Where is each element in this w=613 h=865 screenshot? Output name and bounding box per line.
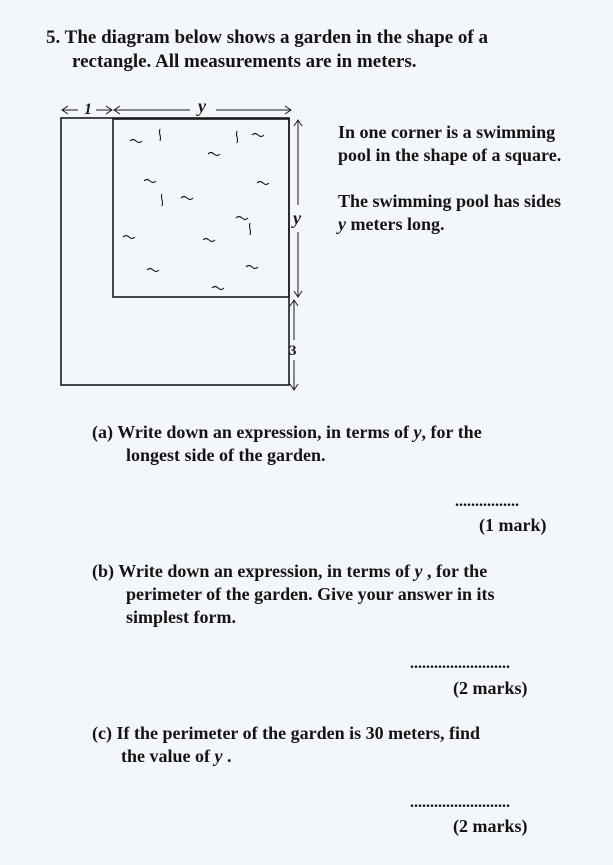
part-b-line1 bbox=[92, 560, 487, 583]
water-mark bbox=[160, 129, 161, 141]
water-mark bbox=[250, 223, 251, 235]
part-c-line1 bbox=[92, 722, 480, 745]
water-mark bbox=[212, 287, 224, 290]
part-a-line1-pre: Write down an expression, in terms of bbox=[117, 422, 414, 442]
water-mark bbox=[208, 153, 220, 156]
description-line2: pool in the shape of a square. bbox=[338, 145, 562, 165]
water-mark bbox=[144, 180, 156, 183]
part-b-answer-line[interactable]: ......................... bbox=[410, 655, 510, 672]
part-c-label: (c) bbox=[92, 723, 112, 743]
part-a-label: (a) bbox=[92, 422, 113, 442]
pool-square bbox=[113, 119, 289, 297]
part-b-line1-post: , for the bbox=[422, 561, 488, 581]
description-line3: The swimming pool has sides bbox=[338, 191, 562, 211]
part-a-marks: (1 mark) bbox=[479, 515, 547, 535]
water-marks bbox=[123, 129, 269, 290]
label-height-3: 3 bbox=[289, 343, 297, 359]
part-c-line1-text: If the perimeter of the garden is 30 meters, find bbox=[116, 723, 481, 743]
water-mark bbox=[123, 236, 135, 239]
question-number: 5. bbox=[46, 27, 61, 48]
part-b-line2: perimeter of the garden. Give your answer in its bbox=[126, 584, 495, 604]
part-c-marks: (2 marks) bbox=[453, 816, 528, 836]
description-line1: In one corner is a swimming bbox=[338, 122, 556, 142]
part-c-line2-post: . bbox=[222, 746, 232, 766]
part-a-answer-line[interactable]: ................ bbox=[455, 493, 519, 510]
water-mark bbox=[181, 197, 193, 200]
part-c-line2-pre: the value of bbox=[121, 746, 215, 766]
label-height-y: y bbox=[293, 208, 301, 228]
water-mark bbox=[257, 182, 269, 185]
water-mark bbox=[236, 217, 248, 220]
part-b-line3: simplest form. bbox=[126, 607, 236, 627]
water-mark bbox=[203, 239, 215, 242]
question-intro-line2: rectangle. All measurements are in meters. bbox=[72, 51, 417, 72]
part-b-var-y: y bbox=[414, 561, 423, 581]
water-mark bbox=[147, 269, 159, 272]
label-width-y: y bbox=[198, 96, 206, 116]
description-var-y: y bbox=[338, 214, 346, 234]
part-b-marks: (2 marks) bbox=[453, 678, 528, 698]
water-mark bbox=[162, 194, 163, 206]
part-a-line1-post: , for the bbox=[421, 422, 482, 442]
description-line4-rest: meters long. bbox=[346, 214, 445, 234]
question-intro-line1: The diagram below shows a garden in the shape of a bbox=[64, 27, 488, 48]
part-b-line1-pre: Write down an expression, in terms of bbox=[118, 561, 415, 581]
part-a-line1 bbox=[92, 421, 482, 444]
part-c-var-y: y bbox=[214, 746, 223, 766]
part-a-var-y: y bbox=[413, 422, 422, 442]
water-mark bbox=[246, 266, 258, 269]
water-mark bbox=[130, 140, 142, 143]
water-mark bbox=[252, 134, 264, 137]
part-c-line2 bbox=[121, 745, 232, 768]
description-line4 bbox=[338, 213, 444, 236]
part-c-answer-line[interactable]: ......................... bbox=[410, 794, 510, 811]
part-a-line2: longest side of the garden. bbox=[126, 445, 326, 465]
water-mark bbox=[237, 131, 238, 143]
part-b-label: (b) bbox=[92, 561, 114, 581]
garden-rectangle bbox=[61, 118, 289, 385]
label-width-1: 1 bbox=[84, 101, 92, 118]
